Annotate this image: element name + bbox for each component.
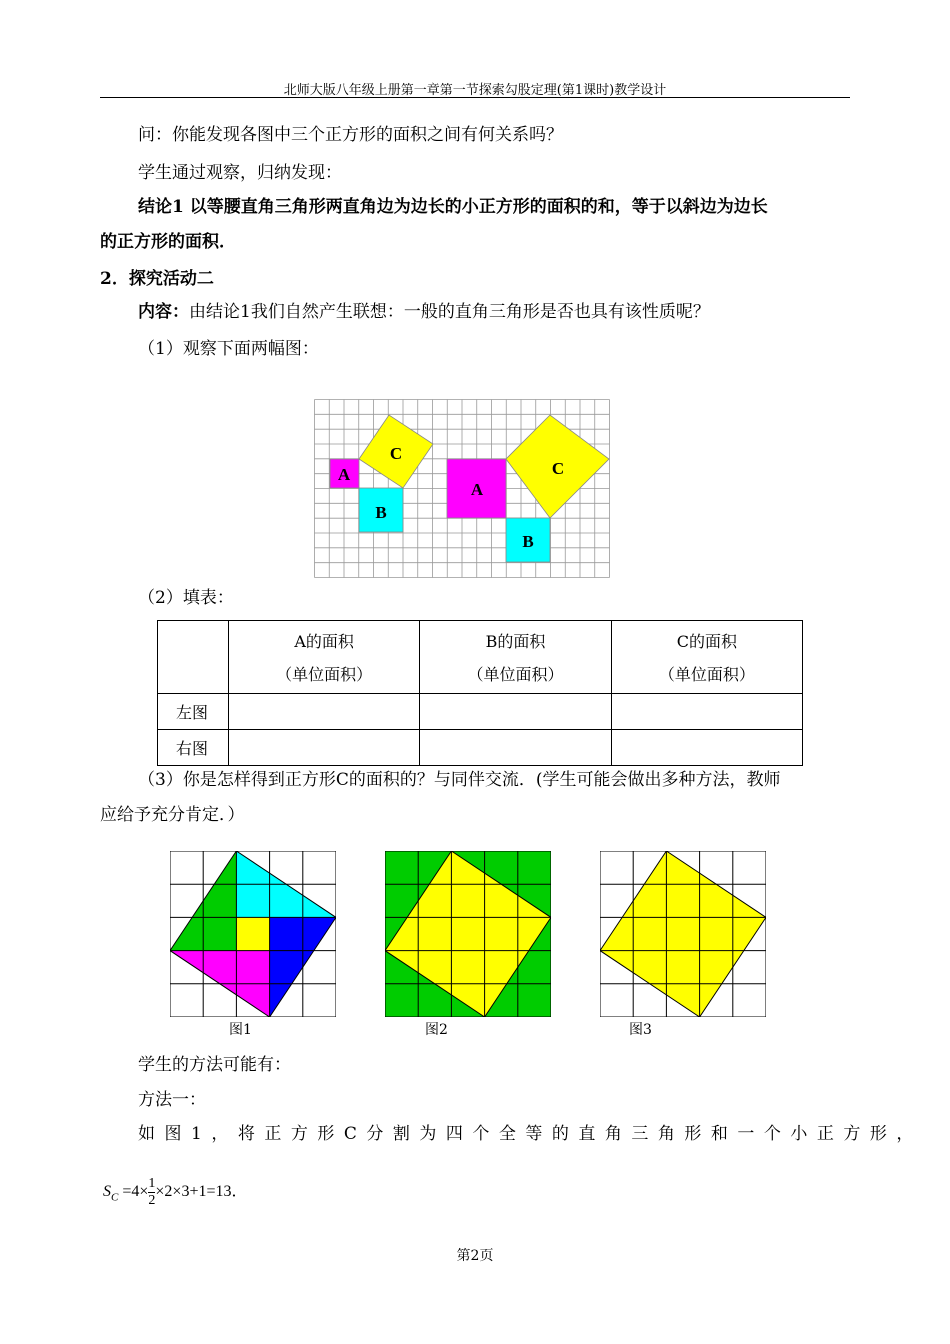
figure-1-caption: 图1 <box>229 1022 252 1038</box>
table-header-b: B的面积 （单位面积） <box>420 621 611 694</box>
table-header-a: A的面积 （单位面积） <box>229 621 420 694</box>
formula-rest: ×2×3+1=13． <box>155 1183 248 1201</box>
right-label-b: B <box>522 532 534 551</box>
table-corner-cell <box>158 621 229 694</box>
table-header-c: C的面积 （单位面积） <box>611 621 802 694</box>
left-label-a: A <box>337 465 351 484</box>
figure-2-caption: 图2 <box>425 1022 448 1038</box>
fill-in-table <box>157 620 803 766</box>
left-label-c: C <box>389 444 403 463</box>
table-cell[interactable] <box>229 694 420 730</box>
method-1-label: 方法一： <box>138 1090 206 1110</box>
table-cell[interactable] <box>611 694 802 730</box>
formula-sub: C <box>111 1191 119 1204</box>
table-row <box>158 730 803 766</box>
content-label: 内容： <box>138 302 189 322</box>
content-paragraph <box>138 300 710 324</box>
methods-intro: 学生的方法可能有： <box>138 1055 291 1075</box>
figure-3-caption: 图3 <box>629 1022 652 1038</box>
running-header: 北师大版八年级上册第一章第一节探索勾股定理(第1课时)教学设计 <box>283 83 667 98</box>
header-rule <box>100 97 850 98</box>
table-cell[interactable] <box>420 694 611 730</box>
method-1-description: 如图1，将正方形C分割为四个全等的直角三角形和一个小正方形， <box>138 1124 923 1144</box>
table-cell[interactable] <box>420 730 611 766</box>
row-label-left: 左图 <box>158 694 229 730</box>
step-1: （1）观察下面两幅图： <box>138 339 319 359</box>
area-formula <box>103 1176 248 1209</box>
content-text: 由结论1我们自然产生联想：一般的直角三角形是否也具有该性质呢？ <box>189 302 710 322</box>
formula-eq: =4× <box>122 1183 149 1201</box>
step-3-line-2: 应给予充分肯定．） <box>100 805 245 825</box>
right-label-c: C <box>551 459 565 478</box>
page-number: 第2页 <box>456 1248 494 1264</box>
figure-2 <box>385 851 551 1017</box>
observation-text: 学生通过观察，归纳发现： <box>138 163 342 183</box>
conclusion-line-1: 结论1 以等腰直角三角形两直角边为边长的小正方形的面积的和，等于以斜边为边长 <box>138 197 768 217</box>
table-cell[interactable] <box>229 730 420 766</box>
left-label-b: B <box>375 503 387 522</box>
conclusion-line-2: 的正方形的面积． <box>100 232 236 252</box>
right-label-a: A <box>470 480 484 499</box>
formula-fraction: $\frac{1}{2}$ <box>148 1176 156 1208</box>
step-2: （2）填表： <box>138 588 234 608</box>
formula-s: S <box>103 1183 111 1201</box>
section-heading: 2．探究活动二 <box>100 269 214 289</box>
figure-1 <box>170 851 336 1017</box>
table-row <box>158 694 803 730</box>
grid-figure <box>314 399 610 579</box>
table-cell[interactable] <box>611 730 802 766</box>
figure-3 <box>600 851 766 1017</box>
step-3-line-1: （3）你是怎样得到正方形C的面积的？与同伴交流．(学生可能会做出多种方法，教师 <box>138 770 781 790</box>
row-label-right: 右图 <box>158 730 229 766</box>
fig1-center-square <box>236 917 269 950</box>
question-1: 问：你能发现各图中三个正方形的面积之间有何关系吗？ <box>138 125 563 145</box>
